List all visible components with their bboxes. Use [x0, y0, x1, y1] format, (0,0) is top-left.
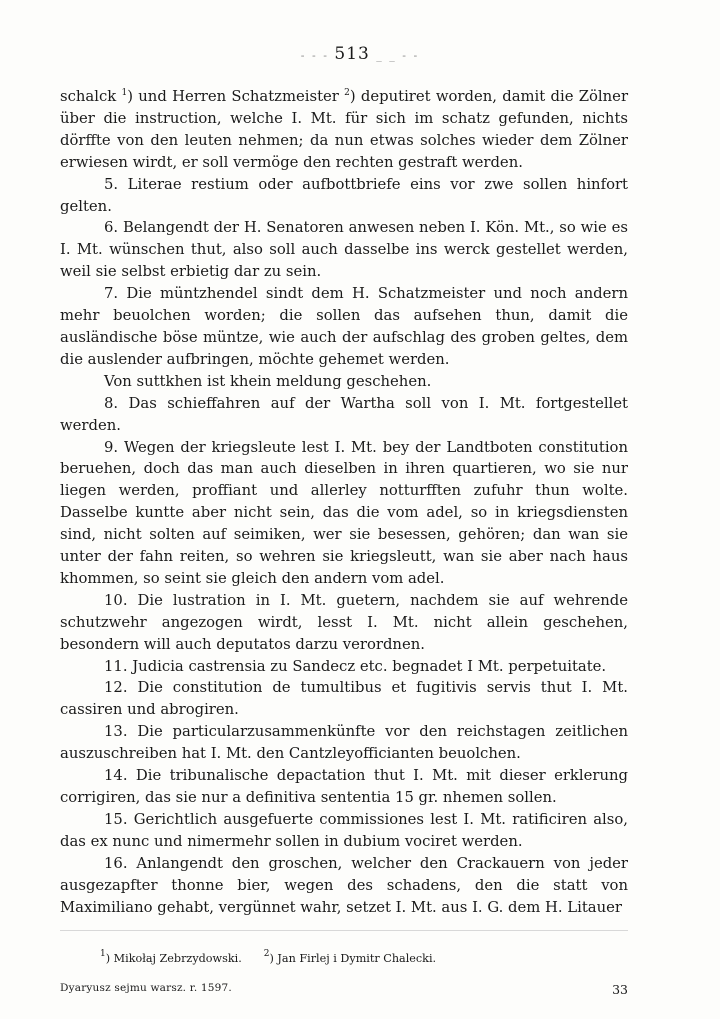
footnote-ref-1: 1 [121, 88, 128, 98]
footnote-ref-2: 2 [344, 88, 350, 98]
page-number-text: 513 [334, 44, 370, 64]
paragraph-item-8: 8. Das schieffahren auf der Wartha soll von I. Mt. fortgestellet werden. [60, 394, 628, 434]
paragraph-item-5: 5. Literae restium oder aufbottbriefe eins vor zwe sollen hinfort gelten. [60, 175, 628, 215]
paragraph-item-9: 9. Wegen der kriegsleute lest I. Mt. bey der Landtboten constitution beruehen, doch das man auch dieselben in ihren quartieren, wo sie nur liegen werden, proffiant und allerley notturfften zufuhr thun wolte. Dasselbe kuntte aber nicht sein, das die vom adel, so in kriegsdiensten sind, nicht solten auf seimiken, wer sie besessen, gehören; dan wan sie unter der fahn reiten, so wehren sie kriegsleutt, wan sie aber nach haus khommen, so seint sie gleich den andern vom adel. [60, 438, 628, 587]
paragraph-item-15: 15. Gerichtlich ausgefuerte commissiones lest I. Mt. ratificiren also, das ex nunc und nimermehr sollen in dubium vociret werden. [60, 810, 628, 850]
footnote-1 [100, 949, 242, 965]
paragraph-item-7: 7. Die müntzhendel sindt dem H. Schatzmeister und noch andern mehr beuolchen worden; die sollen das aufsehen thun, damit die ausländische böse müntze, wie auch der aufschlag des groben geltes, dem die auslender aufbringen, möchte gehemet werden. [60, 285, 628, 368]
paragraph-suttkhen: Von suttkhen ist khein meldung geschehen. [104, 372, 432, 390]
page-number-dash-left: - - - [300, 49, 335, 62]
page-number [0, 44, 720, 64]
footer-source: Dyaryusz sejmu warsz. r. 1597. [60, 982, 232, 994]
footnotes [100, 949, 640, 965]
text-run: ) und Herren Schatzmeister [127, 88, 345, 105]
footnote-mark: 2 [263, 949, 270, 959]
footnote-text: ) Mikołaj Zebrzydowski. [105, 952, 242, 965]
main-text [60, 86, 628, 918]
page-footer [60, 982, 628, 998]
paragraph-item-6: 6. Belangendt der H. Senatoren anwesen neben I. Kön. Mt., so wie es I. Mt. wünschen thut, also soll auch dasselbe ins werck gestellet werden, weil sie selbst erbietig dar zu sein. [60, 219, 628, 281]
footnote-text: ) Jan Firlej i Dymitr Chalecki. [269, 952, 437, 965]
paragraph-item-16: 16. Anlangendt den groschen, welcher den Crackauern von jeder ausgezapfter thonne bier, wegen des schadens, den die statt von Maximiliano gehabt, vergünnet wahr, setzet I. Mt. aus I. G. dem H. Litauer [60, 854, 628, 916]
footer-signature: 33 [612, 982, 628, 997]
paragraph-item-12: 12. Die constitution de tumultibus et fugitivis servis thut I. Mt. cassiren und abrogiren. [60, 679, 628, 719]
paragraph-item-10: 10. Die lustration in I. Mt. guetern, nachdem sie auf wehrende schutzwehr angezogen wirdt, lesst I. Mt. nicht allein geschehen, besondern will auch deputatos darzu verordnen. [60, 591, 628, 653]
paragraph-item-14: 14. Die tribunalische depactation thut I. Mt. mit dieser erklerung corrigiren, das sie nur a definitiva sententia 15 gr. nhemen sollen. [60, 767, 628, 806]
footnote-divider [60, 930, 628, 931]
footnote-mark: 1 [100, 949, 106, 959]
paragraph-item-13: 13. Die particularzusammenkünfte vor den reichstagen zeitlichen auszuschreiben hat I. Mt. den Cantzleyofficianten beuolchen. [60, 723, 628, 763]
text-run: ) deputiret worden, damit die Zölner über die instruction, welche I. Mt. für sich im schatz gefunden, nichts dörffte von den leuten nehmen; da nun etwas solches wieder dem Zölner erwiesen wirdt, er soll vermöge den rechten gestraft werden. [60, 88, 629, 171]
footnote-2 [263, 949, 437, 965]
paragraph-item-11: 11. Judicia castrensia zu Sandecz etc. begnadet I Mt. perpetuitate. [104, 657, 607, 675]
page-number-dash-right: _ _ - - [376, 49, 420, 62]
paragraph-continuation [60, 86, 628, 174]
text-run: schalck [60, 88, 122, 105]
